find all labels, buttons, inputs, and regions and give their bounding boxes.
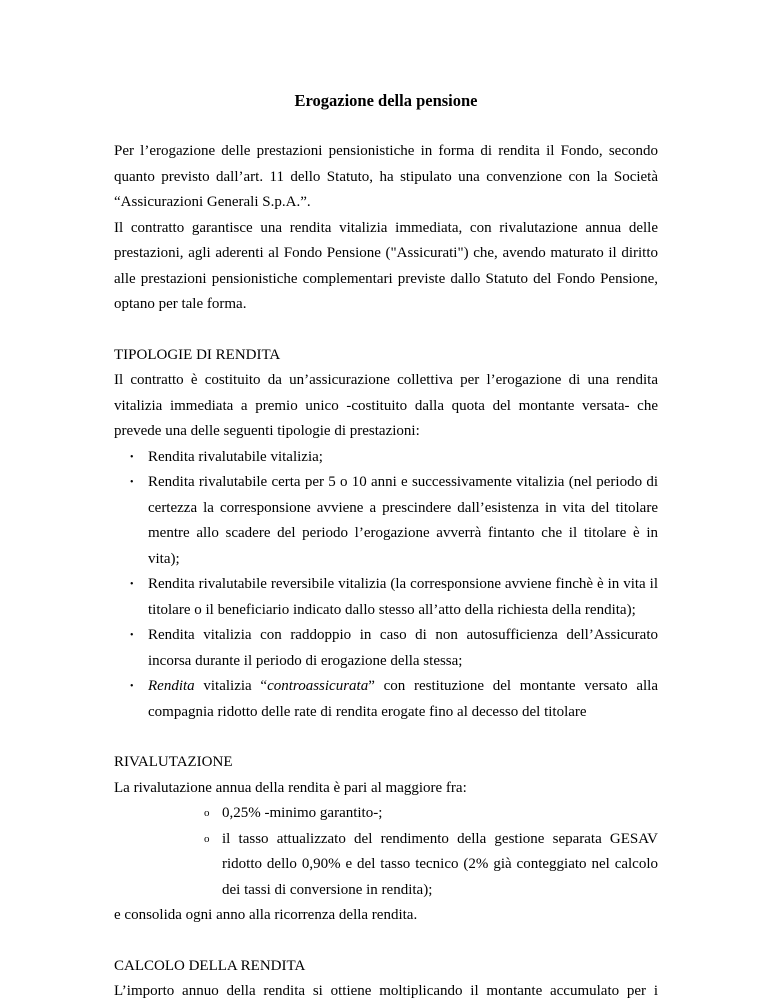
- intro-paragraph-2: Il contratto garantisce una rendita vitalizia immediata, con rivalutazione annua delle prestazioni, agli aderenti al Fondo Pensione ("Assicurati") che, avendo maturato il diritto alle prestazioni pensionistiche complementari previste dallo Statuto del Fondo Pensione, optano per tale forma.: [114, 219, 658, 312]
- list-item: • Rendita rivalutabile vitalizia;: [114, 445, 658, 471]
- circle-bullet-icon: o: [204, 807, 210, 819]
- bullet-icon: •: [130, 630, 134, 641]
- section-heading-tipologie: TIPOLOGIE DI RENDITA: [114, 346, 281, 363]
- rivalutazione-text: La rivalutazione annua della rendita è pari al maggiore fra:: [114, 779, 467, 796]
- circle-bullet-icon: o: [204, 832, 210, 845]
- list-item: • Rendita vitalizia “controassicurata” con restituzione del montante versato alla compagnia ridotto delle rate di rendita erogate fino al decesso del titolare: [114, 674, 658, 725]
- tipologie-text: Il contratto è costituito da un’assicurazione collettiva per l’erogazione di una rendita vitalizia immediata a premio unico -costituito dalla quota del montante versata- che prevede una delle seguenti tipologie di prestazioni:: [114, 372, 658, 439]
- rivalutazione-closing: e consolida ogni anno alla ricorrenza della rendita.: [114, 907, 418, 923]
- list-item: o 0,25% -minimo garantito-;: [114, 801, 658, 827]
- bullet-icon: •: [130, 451, 134, 463]
- intro-paragraph-1: Per l’erogazione delle prestazioni pensionistiche in forma di rendita il Fondo, secondo quanto previsto dall’art. 11 dello Statuto, ha stipulato una convenzione con la Società “Assicurazioni Generali S.p.A.”.: [114, 143, 658, 210]
- bullet-icon: •: [130, 681, 134, 692]
- document-title: Erogazione della pensione: [294, 91, 478, 110]
- list-item: o il tasso attualizzato del rendimento della gestione separata GESAV ridotto dello 0,90% e del tasso tecnico (2% già conteggiato nel calcolo dei tassi di conversione in rendita);: [114, 827, 658, 904]
- rivalutazione-list: [114, 801, 658, 903]
- list-item: • Rendita rivalutabile reversibile vitalizia (la corresponsione avviene finchè è in vita il titolare o il beneficiario indicato dallo stesso all’atto della richiesta della rendita);: [114, 572, 658, 623]
- calcolo-text: L’importo annuo della rendita si ottiene moltiplicando il montante accumulato per i: [114, 983, 658, 999]
- section-heading-rivalutazione: RIVALUTAZIONE: [114, 754, 233, 770]
- document-page: [114, 89, 658, 1005]
- bullet-icon: •: [130, 579, 134, 590]
- tipologie-list: [114, 445, 658, 726]
- section-heading-calcolo: CALCOLO DELLA RENDITA: [114, 957, 306, 974]
- bullet-icon: •: [130, 477, 134, 488]
- list-item: • Rendita rivalutabile certa per 5 o 10 anni e successivamente vitalizia (nel periodo di certezza la corresponsione avviene a prescindere dall’esistenza in vita del titolare mentre allo scadere del periodo l’erogazione avverrà fintanto che il titolare è in vita);: [114, 470, 658, 572]
- list-item: • Rendita vitalizia con raddoppio in caso di non autosufficienza dell’Assicurato incorsa durante il periodo di erogazione della stessa;: [114, 623, 658, 674]
